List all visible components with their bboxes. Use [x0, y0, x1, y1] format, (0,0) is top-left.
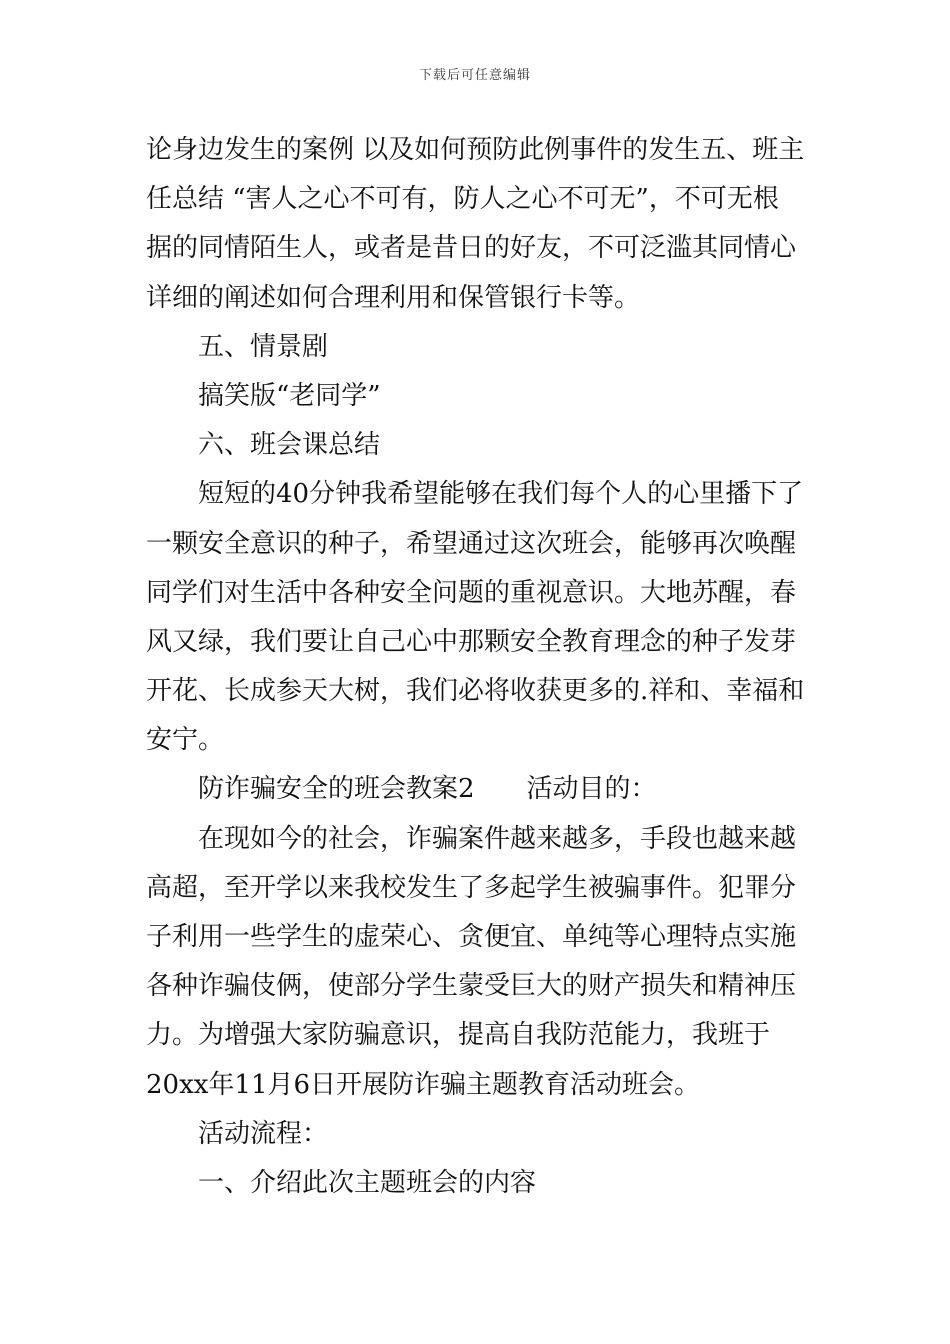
text-line: 力。为增强大家防骗意识，提高自我防范能力，我班于 [146, 1020, 771, 1051]
text-line: 五、情景剧 [198, 331, 329, 362]
text-line: 短短的40分钟我希望能够在我们每个人的心里播下了 [198, 479, 804, 510]
text-line: 20xx年11月6日开展防诈骗主题教育活动班会。 [146, 1069, 701, 1100]
text-line: 一颗安全意识的种子，希望通过这次班会，能够再次唤醒 [146, 528, 797, 559]
text-line: 各种诈骗伎俩，使部分学生蒙受巨大的财产损失和精神压 [146, 971, 797, 1002]
text-line: 同学们对生活中各种安全问题的重视意识。大地苏醒，春 [146, 577, 797, 608]
text-line: 高超，至开学以来我校发生了多起学生被骗事件。犯罪分 [146, 872, 797, 903]
text-line: 在现如今的社会，诈骗案件越来越多，手段也越来越 [198, 823, 797, 854]
text-line: 详细的阐述如何合理利用和保管银行卡等。 [146, 282, 641, 313]
section-heading [146, 1110, 810, 1159]
text-line: 子利用一些学生的虚荣心、贪便宜、单纯等心理特点实施 [146, 922, 797, 952]
text-line: 活动流程： [198, 1118, 329, 1149]
text-line: 六、班会课总结 [198, 430, 381, 461]
section-heading [146, 765, 810, 814]
paragraph [146, 126, 810, 323]
paragraph [146, 372, 810, 421]
text-line: 防诈骗安全的班会教案2 活动目的： [198, 774, 657, 805]
text-line: 搞笑版“老同学” [198, 380, 381, 411]
text-line: 安宁。 [146, 725, 225, 756]
text-line: 一、介绍此次主题班会的内容 [198, 1167, 537, 1198]
text-line: 论身边发生的案例 以及如何预防此例事件的发生五、班主 [146, 135, 805, 165]
section-heading [146, 421, 810, 470]
section-heading [146, 323, 810, 372]
text-line: 据的同情陌生人，或者是昔日的好友，不可泛滥其同情心 [146, 233, 797, 264]
section-heading [146, 1159, 810, 1208]
text-line: 风又绿，我们要让自己心中那颗安全教育理念的种子发芽 [146, 626, 797, 657]
paragraph [146, 470, 810, 765]
page-header: 下载后可任意编辑 [418, 68, 531, 83]
text-line: 任总结 “害人之心不可有，防人之心不可无”，不可无根 [146, 184, 779, 215]
document-body [146, 126, 810, 1208]
paragraph [146, 815, 810, 1110]
text-line: 开花、长成参天大树，我们必将收获更多的.祥和、幸福和 [146, 676, 805, 707]
